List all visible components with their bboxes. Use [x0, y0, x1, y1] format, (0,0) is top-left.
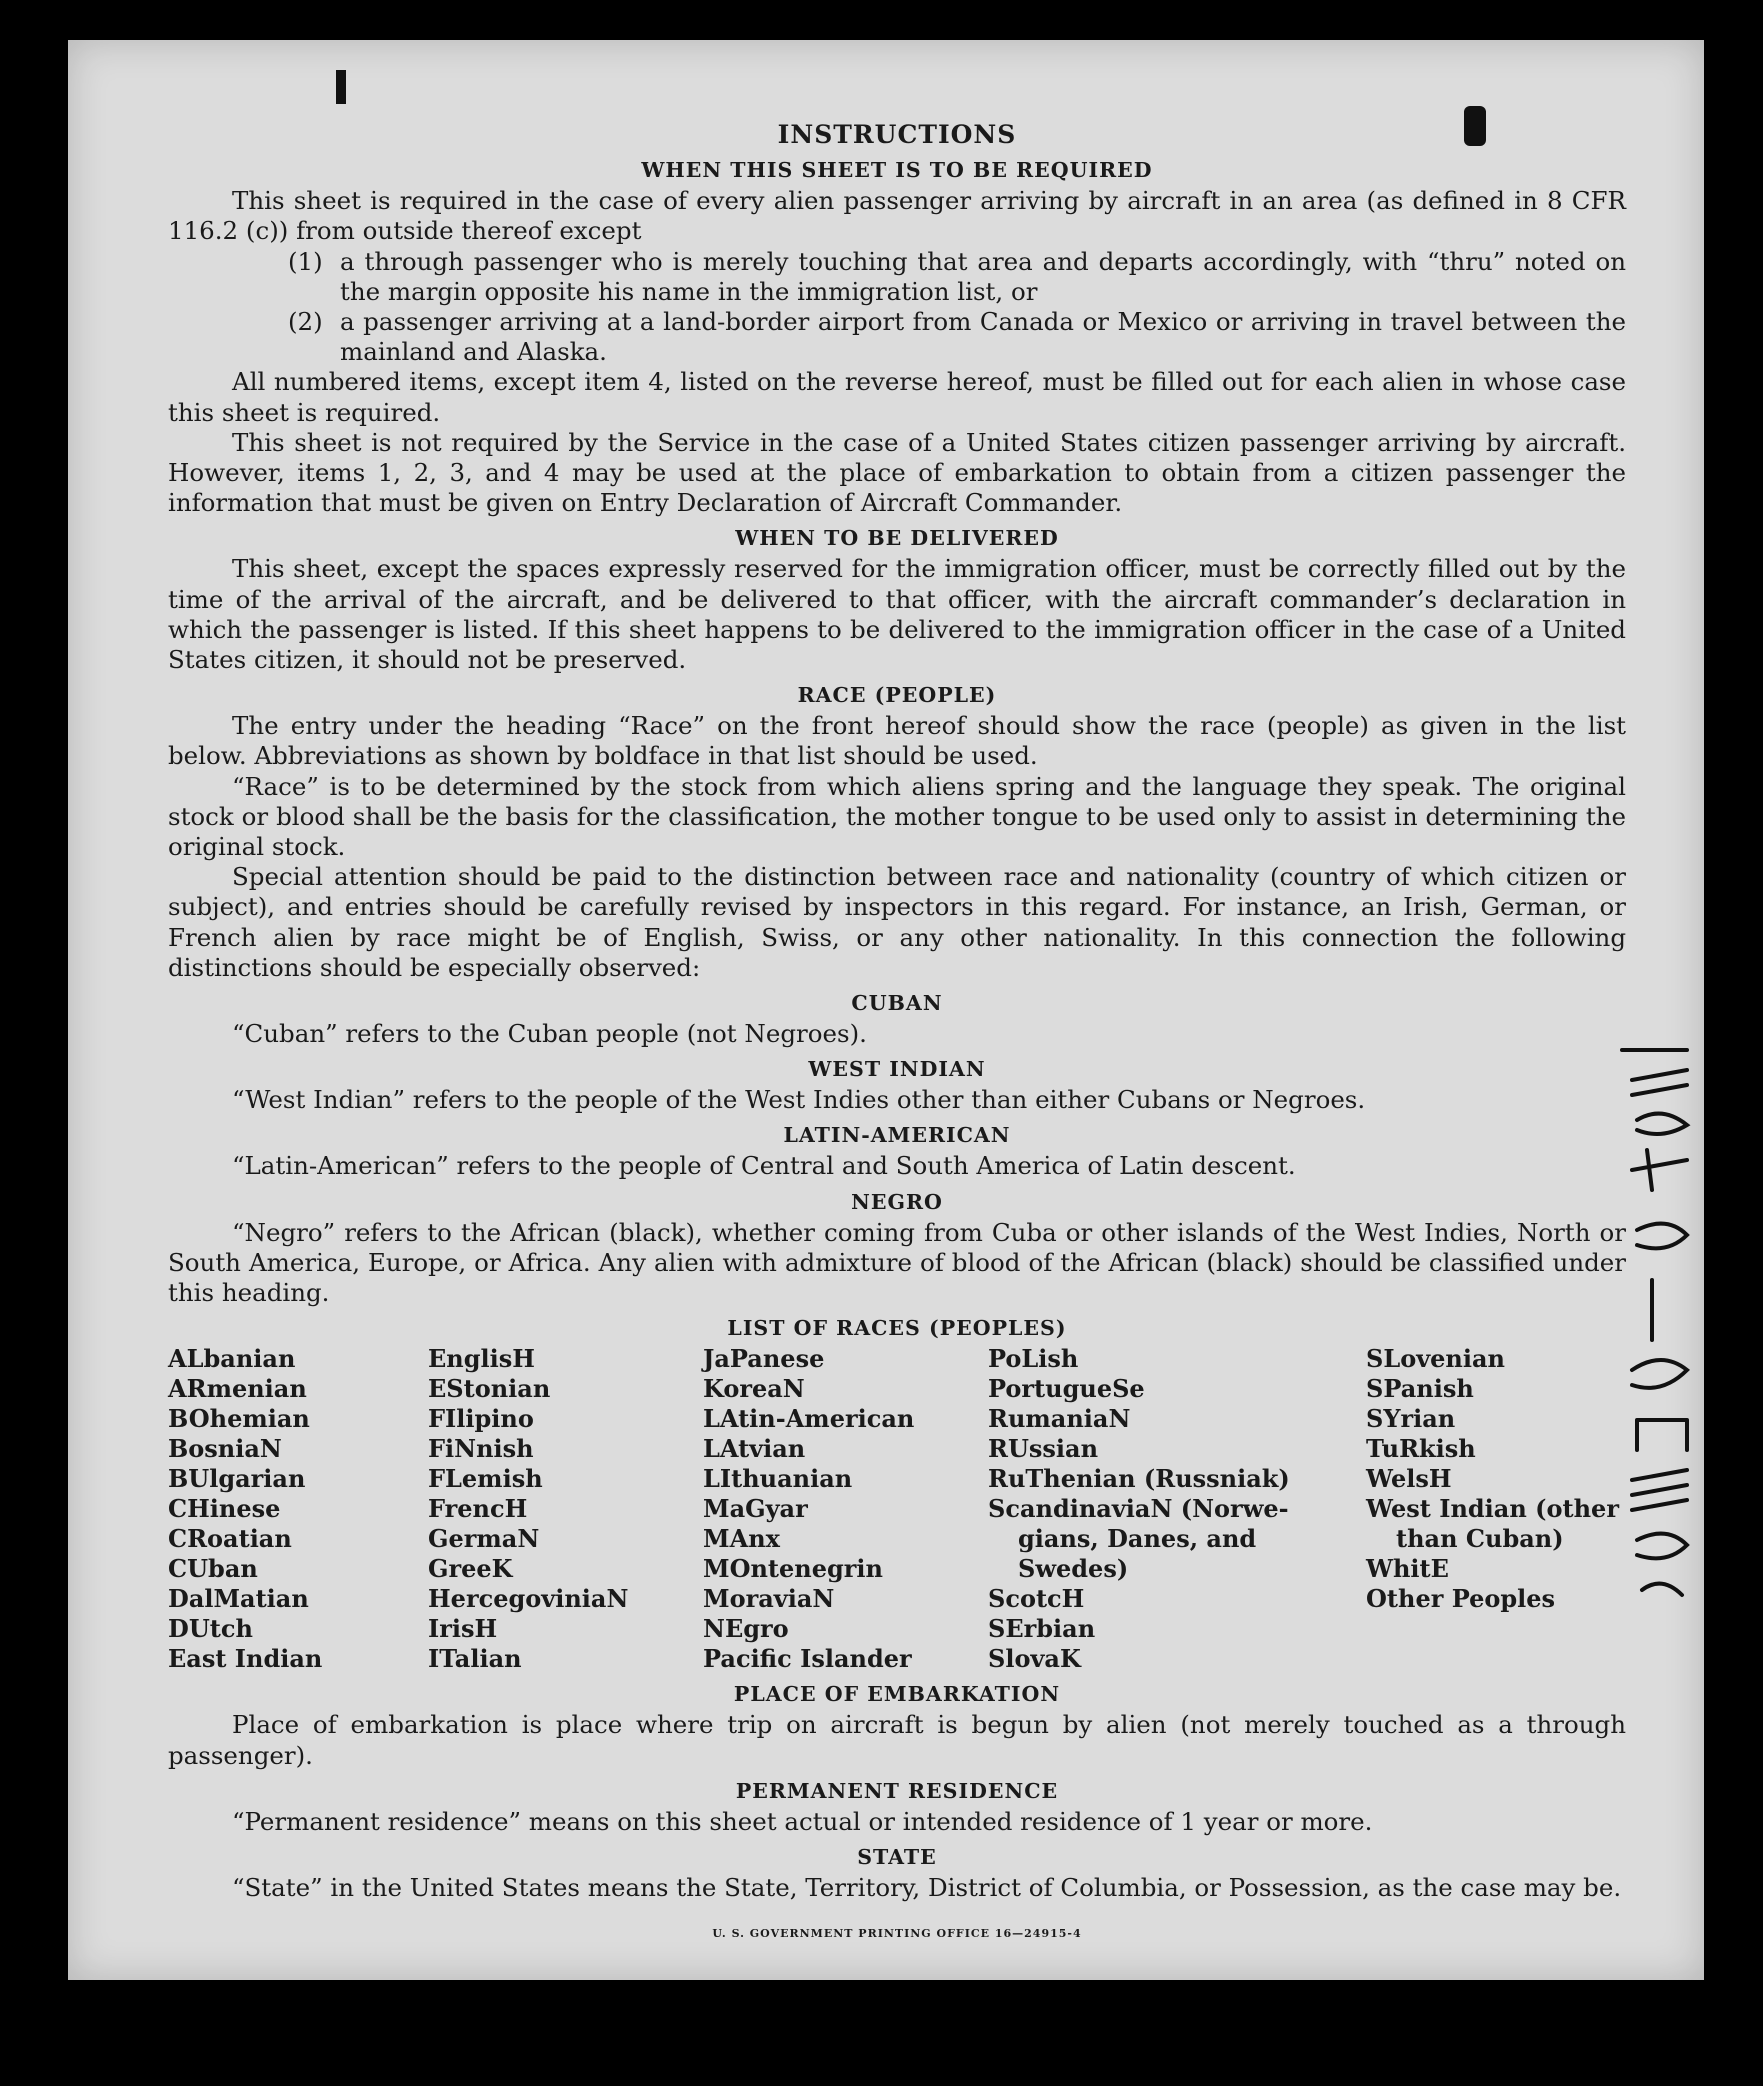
race-entry: West Indian (other: [1366, 1494, 1619, 1524]
race-entry: LIthuanian: [703, 1464, 853, 1494]
race-entry: BosniaN: [168, 1434, 282, 1464]
exception-item-2: [288, 307, 1626, 367]
race-entry: East Indian: [168, 1644, 323, 1674]
heading-negro: NEGRO: [851, 1189, 943, 1214]
race-entry: WelsH: [1366, 1464, 1452, 1494]
page-title: INSTRUCTIONS: [777, 120, 1017, 149]
race-entry: SlovaK: [988, 1644, 1081, 1674]
race-entry: EnglisH: [428, 1344, 535, 1374]
para-race-2: “Race” is to be determined by the stock from which aliens spring and the language they speak. The original stock or blood shall be the basis for the classification, the mother tongue to be used only to assist in determining the original stock.: [168, 771, 1626, 862]
document-page: [68, 40, 1704, 1980]
race-entry: CHinese: [168, 1494, 281, 1524]
race-entry: KoreaN: [703, 1374, 805, 1404]
race-entry: SYrian: [1366, 1404, 1456, 1434]
race-entry: NEgro: [703, 1614, 789, 1644]
exception-text: a passenger arriving at a land-border airport from Canada or Mexico or arriving in travel between the mainland and Alaska.: [340, 307, 1626, 367]
race-entry-continued: gians, Danes, and: [1018, 1524, 1257, 1554]
race-entry: RumaniaN: [988, 1404, 1131, 1434]
race-entry-continued: than Cuban): [1396, 1524, 1564, 1554]
race-entry: EStonian: [428, 1374, 551, 1404]
heading-embarkation: PLACE OF EMBARKATION: [733, 1682, 1061, 1707]
race-column-4: [988, 1344, 1366, 1674]
para-embarkation: Place of embarkation is place where trip on aircraft is begun by alien (not merely touched as a through passenger).: [168, 1710, 1626, 1770]
race-entry: TuRkish: [1366, 1434, 1476, 1464]
race-list: [168, 1344, 1626, 1674]
race-entry: PortugueSe: [988, 1374, 1145, 1404]
para-when-delivered: This sheet, except the spaces expressly reserved for the immigration officer, must be correctly filled out by the time of the arrival of the aircraft, and be delivered to that officer, with the aircraft commander’s declaration in which the passenger is listed. If this sheet happens to be delivered to the immigration officer in the case of a United States citizen, it should not be preserved.: [168, 554, 1626, 675]
race-entry: RuThenian (Russniak): [988, 1464, 1290, 1494]
exception-number: (1): [288, 246, 323, 276]
race-entry: SPanish: [1366, 1374, 1474, 1404]
race-entry: FrencH: [428, 1494, 528, 1524]
exception-text: a through passenger who is merely touching that area and departs accordingly, with “thru” noted on the margin opposite his name in the immigration list, or: [340, 246, 1626, 306]
punch-mark-left: [336, 70, 346, 104]
race-entry: WhitE: [1366, 1554, 1449, 1584]
exception-number: (2): [288, 307, 323, 337]
race-entry: SErbian: [988, 1614, 1096, 1644]
race-entry: BOhemian: [168, 1404, 310, 1434]
heading-list-of-races: LIST OF RACES (PEOPLES): [727, 1316, 1067, 1341]
para-numbered-items: All numbered items, except item 4, listed on the reverse hereof, must be filled out for each alien in whose case this sheet is required.: [168, 367, 1626, 427]
race-entry: ITalian: [428, 1644, 522, 1674]
race-entry: ScotcH: [988, 1584, 1085, 1614]
race-entry: ScandinaviaN (Norwe-: [988, 1494, 1289, 1524]
race-entry: IrisH: [428, 1614, 498, 1644]
race-entry: LAtin-American: [703, 1404, 915, 1434]
handwritten-annotation: [1592, 1040, 1712, 1640]
heading-residence: PERMANENT RESIDENCE: [735, 1778, 1059, 1803]
heading-cuban: CUBAN: [851, 991, 943, 1016]
race-column-3: [703, 1344, 988, 1674]
heading-west-indian: WEST INDIAN: [808, 1057, 986, 1082]
race-entry: FIlipino: [428, 1404, 534, 1434]
race-entry: MoraviaN: [703, 1584, 835, 1614]
printing-office-footer: U. S. GOVERNMENT PRINTING OFFICE 16—24915-4: [712, 1927, 1082, 1941]
race-entry: FLemish: [428, 1464, 543, 1494]
race-entry: PoLish: [988, 1344, 1079, 1374]
race-entry: ARmenian: [168, 1374, 307, 1404]
para-race-3: Special attention should be paid to the distinction between race and nationality (country of which citizen or subject), and entries should be carefully revised by inspectors in this regard. For instance, an Irish, German, or French alien by race might be of English, Swiss, or any other nationality. In this connection the following distinctions should be especially observed:: [168, 862, 1626, 982]
race-column-5: [1366, 1344, 1626, 1674]
race-entry: CUban: [168, 1554, 258, 1584]
race-entry: MAnx: [703, 1524, 780, 1554]
para-cuban: “Cuban” refers to the Cuban people (not Negroes).: [232, 1019, 867, 1049]
race-entry: GreeK: [428, 1554, 513, 1584]
race-entry: MOntenegrin: [703, 1554, 883, 1584]
race-entry: FiNnish: [428, 1434, 534, 1464]
race-entry: MaGyar: [703, 1494, 808, 1524]
heading-state: STATE: [857, 1844, 937, 1869]
instructions-body: [168, 120, 1626, 1949]
heading-when-required: WHEN THIS SHEET IS TO BE REQUIRED: [641, 158, 1153, 183]
race-entry: Other Peoples: [1366, 1584, 1556, 1614]
race-column-2: [428, 1344, 703, 1674]
race-entry-continued: Swedes): [1018, 1554, 1129, 1584]
race-entry: DalMatian: [168, 1584, 309, 1614]
race-entry: Pacific Islander: [703, 1644, 912, 1674]
para-when-required-intro: This sheet is required in the case of every alien passenger arriving by aircraft in an area (as defined in 8 CFR 116.2 (c)) from outside thereof except: [168, 186, 1626, 246]
race-entry: LAtvian: [703, 1434, 806, 1464]
race-entry: RUssian: [988, 1434, 1099, 1464]
heading-when-delivered: WHEN TO BE DELIVERED: [735, 526, 1059, 551]
para-latin-american: “Latin-American” refers to the people of Central and South America of Latin descent.: [232, 1151, 1296, 1181]
exception-item-1: [288, 247, 1626, 307]
heading-latin-american: LATIN-AMERICAN: [783, 1123, 1011, 1148]
race-column-1: [168, 1344, 428, 1674]
race-entry: DUtch: [168, 1614, 253, 1644]
race-entry: CRoatian: [168, 1524, 292, 1554]
heading-race: RACE (PEOPLE): [797, 683, 997, 708]
para-citizen-not-required: This sheet is not required by the Service in the case of a United States citizen passenger arriving by aircraft. However, items 1, 2, 3, and 4 may be used at the place of embarkation to obtain from a citizen passenger the information that must be given on Entry Declaration of Aircraft Commander.: [168, 427, 1626, 518]
para-negro: “Negro” refers to the African (black), whether coming from Cuba or other islands of the West Indies, North or South America, Europe, or Africa. Any alien with admixture of blood of the African (black) should be classified under this heading.: [168, 1217, 1626, 1308]
race-entry: GermaN: [428, 1524, 540, 1554]
para-state: “State” in the United States means the State, Territory, District of Columbia, or Possession, as the case may be.: [232, 1872, 1622, 1902]
race-entry: HercegoviniaN: [428, 1584, 629, 1614]
race-entry: JaPanese: [703, 1344, 825, 1374]
para-west-indian: “West Indian” refers to the people of the West Indies other than either Cubans or Negroes.: [232, 1085, 1366, 1115]
race-entry: SLovenian: [1366, 1344, 1505, 1374]
para-race-1: The entry under the heading “Race” on the front hereof should show the race (people) as given in the list below. Abbreviations as shown by boldface in that list should be used.: [168, 711, 1626, 771]
race-entry: ALbanian: [168, 1344, 296, 1374]
para-residence: “Permanent residence” means on this sheet actual or intended residence of 1 year or more.: [232, 1806, 1373, 1836]
race-entry: BUlgarian: [168, 1464, 306, 1494]
